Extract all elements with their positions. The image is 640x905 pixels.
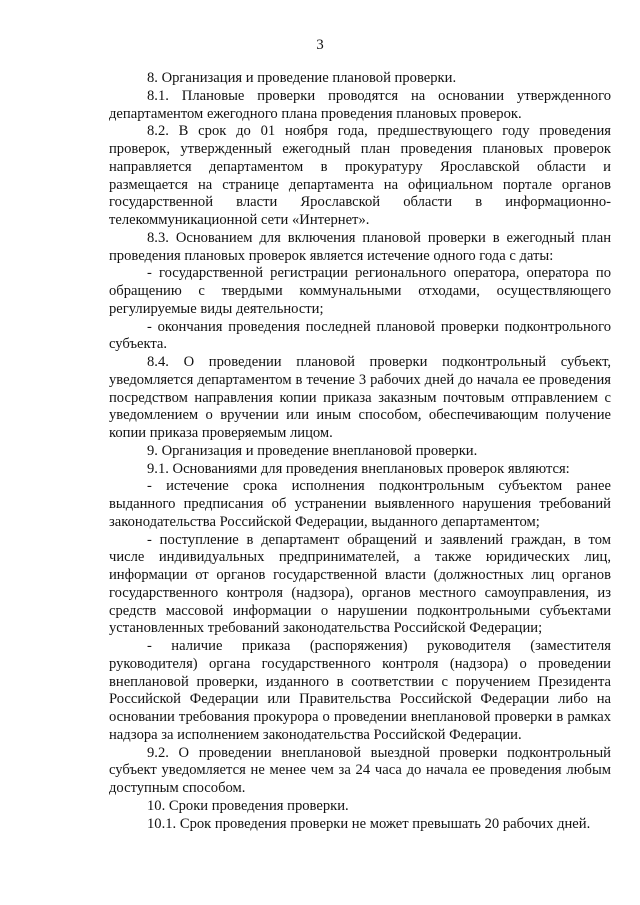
paragraph-8-3: 8.3. Основанием для включения плановой проверки в ежегодный план проведения плановых проверок является истечение одного года с даты: bbox=[109, 229, 611, 264]
paragraph-8-4: 8.4. О проведении плановой проверки подконтрольный субъект, уведомляется департаментом в течение 3 рабочих дней до начала ее проведения посредством направления копии приказа заказным почтовым отправлением с уведомлением о вручении или иным способом, обеспечивающим получение копии приказа проверяемым лицом. bbox=[109, 354, 611, 441]
paragraph-8-2: 8.2. В срок до 01 ноября года, предшествующего году проведения проверок, утвержденный ежегодный план проведения плановых проверок направляется департаментом в прокуратуру Ярославской области и размещается на странице департамента на официальном портале органов государственной власти Ярославской области в информационно-телекоммуникационной сети «Интернет». bbox=[109, 123, 611, 228]
document-body bbox=[109, 70, 611, 833]
list-item-deadline-expiry: - истечение срока исполнения подконтрольным субъектом ранее выданного предписания об устранении выявленного нарушения требований законодательства Российской Федерации, выданного департаментом; bbox=[109, 478, 611, 530]
paragraph-10-1: 10.1. Срок проведения проверки не может превышать 20 рабочих дней. bbox=[147, 815, 591, 832]
list-item-complaints: - поступление в департамент обращений и заявлений граждан, в том числе индивидуальных предпринимателей, а также юридических лиц, информации от органов государственной власти (должностных лиц органов государственного контроля (надзора), органов местного самоуправления, из средств массовой информации о нарушении подконтрольными субъектами установленных требований законодательства Российской Федерации; bbox=[109, 531, 611, 637]
list-item-registration: - государственной регистрации регионального оператора, оператора по обращению с твердыми коммунальными отходами, осуществляющего регулируемые виды деятельности; bbox=[109, 265, 611, 317]
list-item-order: - наличие приказа (распоряжения) руководителя (заместителя руководителя) органа государственного контроля (надзора) о проведении внеплановой проверки, изданного в соответствии с поручением Президента Российской Федерации или Правительства Российской Федерации либо на основании требования прокурора о проведении внеплановой проверки в рамках надзора за исполнением законодательства Российской Федерации. bbox=[109, 638, 611, 743]
page-number: 3 bbox=[316, 37, 324, 53]
section-8-heading: 8. Организация и проведение плановой проверки. bbox=[147, 70, 457, 86]
paragraph-9-2: 9.2. О проведении внеплановой выездной проверки подконтрольный субъект уведомляется не менее чем за 24 часа до начала ее проведения любым доступным способом. bbox=[109, 744, 611, 796]
paragraph-8-1: 8.1. Плановые проверки проводятся на основании утвержденного департаментом ежегодного плана проведения плановых проверок. bbox=[109, 87, 611, 122]
section-9-heading: 9. Организация и проведение внеплановой проверки. bbox=[147, 442, 478, 459]
section-10-heading: 10. Сроки проведения проверки. bbox=[147, 797, 349, 814]
list-item-last-inspection: - окончания проведения последней плановой проверки подконтрольного субъекта. bbox=[109, 318, 611, 353]
paragraph-9-1: 9.1. Основаниями для проведения внеплановых проверок являются: bbox=[147, 460, 570, 477]
